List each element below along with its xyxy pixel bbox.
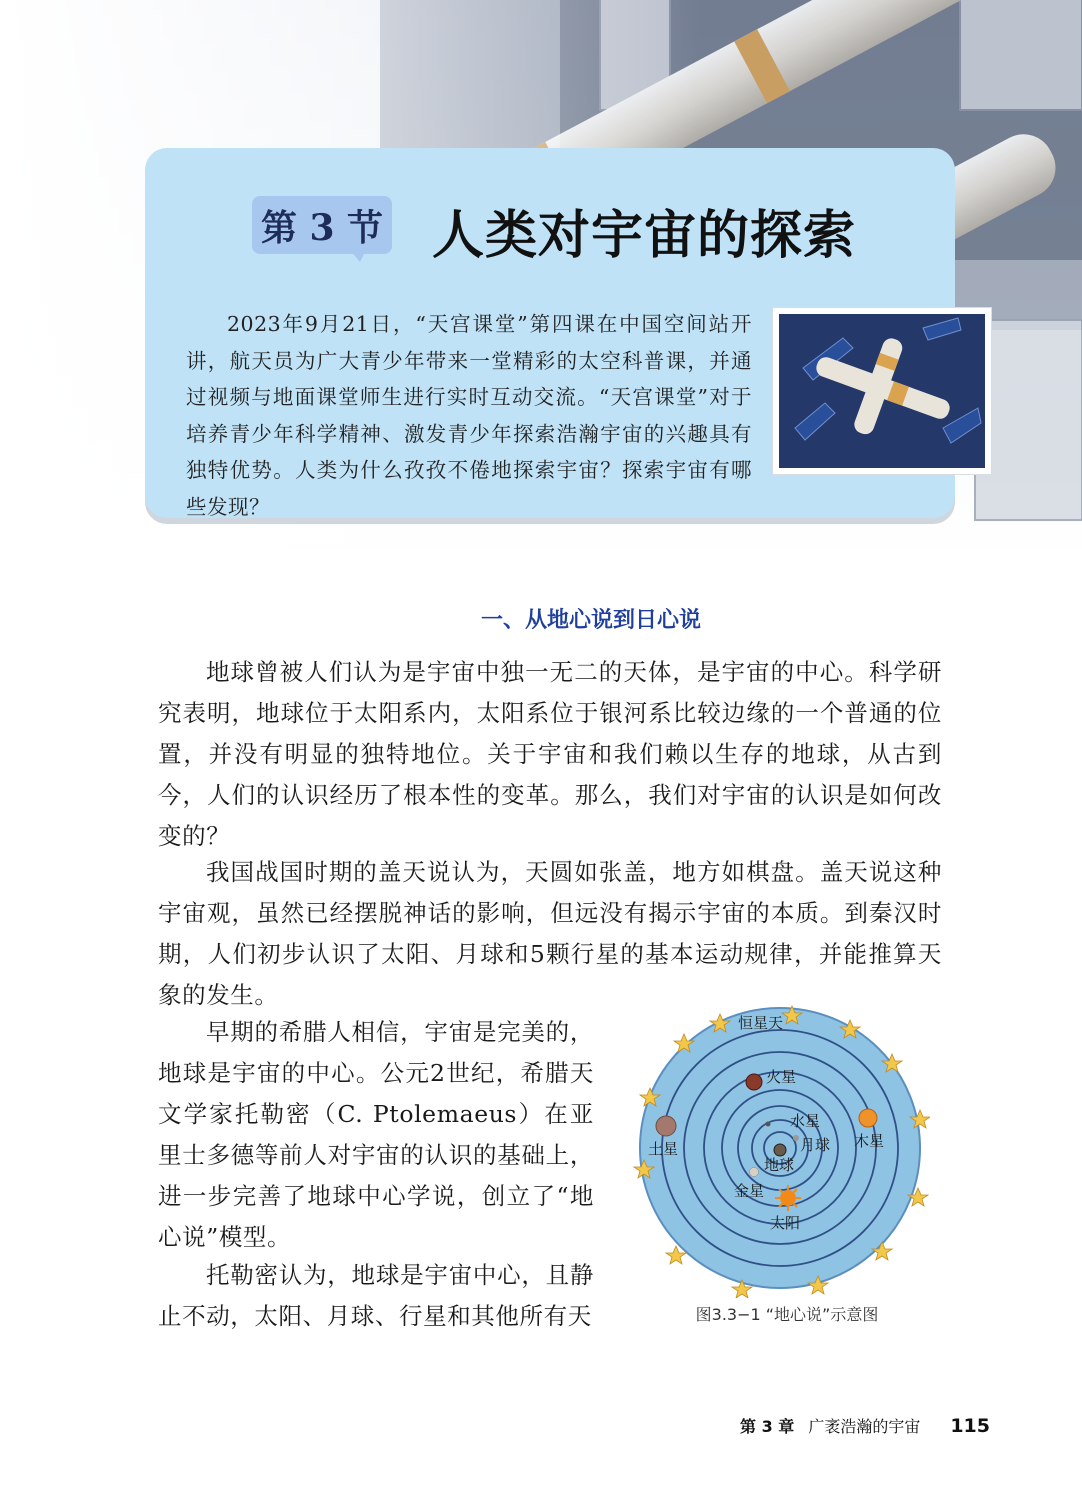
badge-tail [350, 250, 366, 262]
chapter-number: 第 3 章 [740, 1417, 795, 1436]
page-footer [740, 1414, 990, 1437]
section-title: 人类对宇宙的探索 [432, 206, 857, 266]
subsection-heading: 一、从地心说到日心说 [480, 608, 701, 633]
body-paragraph: 地球曾被人们认为是宇宙中独一无二的天体，是宇宙的中心。科学研究表明，地球位于太阳系内，太阳系位于银河系比较边缘的一个普通的位置，并没有明显的独特地位。关于宇宙和我们赖以生存的地球，从古到今，人们的认识经历了根本性的变革。那么，我们对宇宙的认识是如何改变的？ [158, 658, 942, 850]
figure-caption: 图3.3−1 “地心说”示意图 [695, 1305, 879, 1324]
label-sun: 太阳 [770, 1214, 801, 1232]
label-fixed-stars: 恒星天 [738, 1014, 784, 1032]
chapter-title: 广袤浩瀚的宇宙 [808, 1417, 921, 1436]
label-earth: 地球 [764, 1156, 795, 1174]
moon-marker [793, 1135, 799, 1141]
saturn-marker [656, 1116, 676, 1136]
mars-marker [746, 1074, 762, 1090]
label-mercury: 水星 [790, 1112, 821, 1130]
body-paragraph: 早期的希腊人相信，宇宙是完美的，地球是宇宙的中心。公元2世纪，希腊天文学家托勒密（C. Ptolemaeus）在亚里士多德等前人对宇宙的认识的基础上，进一步完善了地球中心学说，创立了“地心说”模型。 [158, 1018, 594, 1251]
label-jupiter: 木星 [854, 1132, 885, 1150]
earth-marker [774, 1144, 786, 1156]
mercury-marker [766, 1122, 771, 1127]
space-station-photo [773, 308, 991, 474]
body-paragraph: 托勒密认为，地球是宇宙中心，且静止不动，太阳、月球、行星和其他所有天 [158, 1261, 594, 1330]
intro-paragraph: 2023年9月21日，“天宫课堂”第四课在中国空间站开讲，航天员为广大青少年带来一堂精彩的太空科普课，并通过视频与地面课堂师生进行实时互动交流。“天宫课堂”对于培养青少年科学精神、激发青少年探索浩瀚宇宙的兴趣具有独特优势。人类为什么孜孜不倦地探索宇宙？探索宇宙有哪些发现？ [186, 312, 752, 519]
geocentric-diagram [630, 998, 930, 1298]
label-saturn: 土星 [648, 1140, 679, 1158]
label-moon: 月球 [800, 1136, 831, 1154]
jupiter-marker [859, 1109, 877, 1127]
section-number-badge: 第 3 节 [252, 196, 392, 254]
venus-marker [750, 1168, 759, 1177]
body-paragraph: 我国战国时期的盖天说认为，天圆如张盖，地方如棋盘。盖天说这种宇宙观，虽然已经摆脱神话的影响，但远没有揭示宇宙的本质。到秦汉时期，人们初步认识了太阳、月球和5颗行星的基本运动规律，并能推算天象的发生。 [158, 858, 942, 1009]
page-number: 115 [950, 1415, 990, 1437]
label-venus: 金星 [734, 1182, 765, 1200]
label-mars: 火星 [766, 1068, 797, 1086]
